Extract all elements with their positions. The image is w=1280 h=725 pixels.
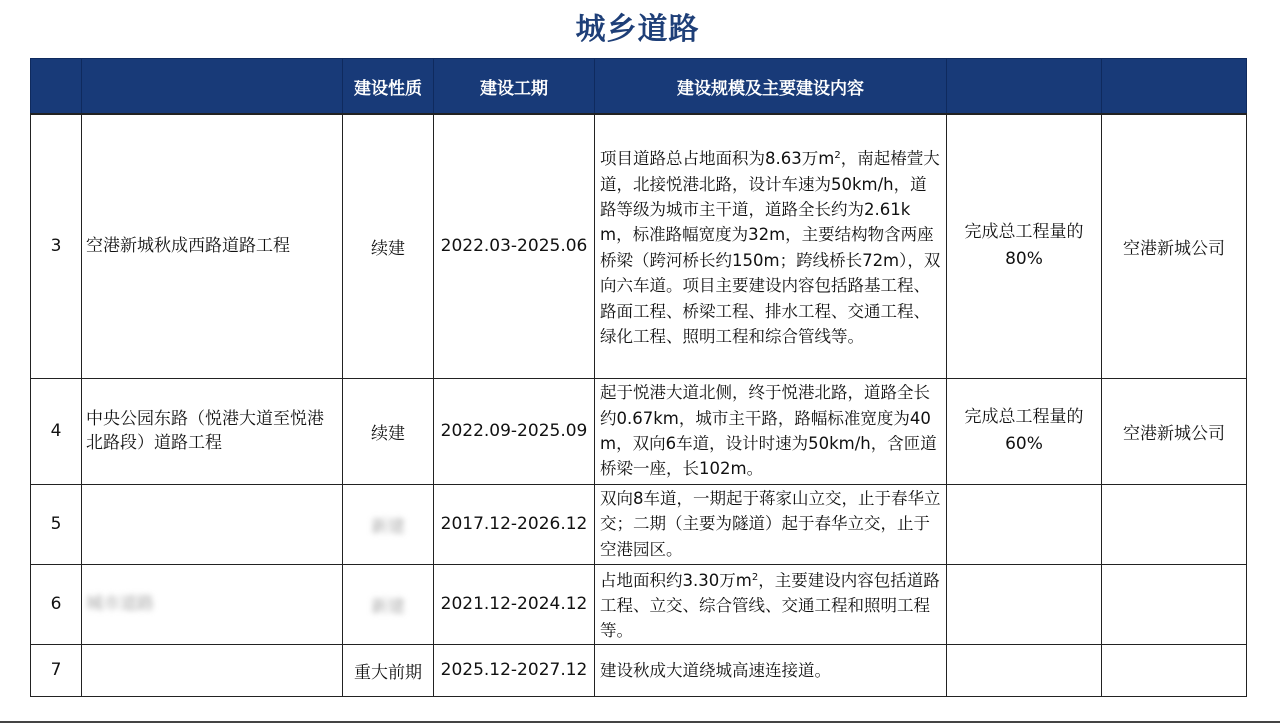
header-status bbox=[947, 59, 1102, 115]
bottom-divider bbox=[0, 721, 1280, 723]
construction-scope: 建设秋成大道绕城高速连接道。 bbox=[595, 644, 947, 696]
responsible-org-redacted bbox=[1102, 564, 1247, 644]
row-number: 7 bbox=[31, 644, 82, 696]
construction-period: 2025.12-2027.12 bbox=[434, 644, 595, 696]
project-name-redacted bbox=[82, 484, 343, 564]
header-no bbox=[31, 59, 82, 115]
row-number: 6 bbox=[31, 564, 82, 644]
project-name-redacted: 城市道路 bbox=[82, 564, 343, 644]
responsible-org: 空港新城公司 bbox=[1102, 114, 1247, 378]
progress-status: 完成总工程量的 60% bbox=[947, 378, 1102, 484]
construction-period: 2022.03-2025.06 bbox=[434, 114, 595, 378]
construction-scope: 双向8车道，一期起于蒋家山立交，止于春华立交；二期（主要为隧道）起于春华立交，止于空港园区。 bbox=[595, 484, 947, 564]
construction-type: 重大前期 bbox=[343, 644, 434, 696]
header-period: 建设工期 bbox=[434, 59, 595, 115]
construction-period: 2022.09-2025.09 bbox=[434, 378, 595, 484]
construction-scope: 起于悦港大道北侧，终于悦港北路，道路全长约0.67km，城市主干路，路幅标准宽度为40m，双向6车道，设计时速为50km/h，含匝道桥梁一座，长102m。 bbox=[595, 378, 947, 484]
progress-status-redacted bbox=[947, 564, 1102, 644]
responsible-org: 空港新城公司 bbox=[1102, 378, 1247, 484]
row-number: 5 bbox=[31, 484, 82, 564]
page-title: 城乡道路 bbox=[575, 12, 700, 47]
construction-scope: 项目道路总占地面积为8.63万$m^2$，南起椿萱大道，北接悦港北路，设计车速为50km/h，道路等级为城市主干道，道路全长约为2.61km，标准路幅宽度为32m，主要结构物含两座桥梁（跨河桥长约150m；跨线桥长72m），双向六车道。项目主要建设内容包括路基工程、路面工程、桥梁工程、排水工程、交通工程、绿化工程、照明工程和综合管线等。 bbox=[595, 114, 947, 378]
progress-status: 完成总工程量的 80% bbox=[947, 114, 1102, 378]
project-name: 空港新城秋成西路道路工程 bbox=[82, 114, 343, 378]
construction-period: 2017.12-2026.12 bbox=[434, 484, 595, 564]
table-row bbox=[31, 644, 1247, 696]
construction-scope: 占地面积约3.30万$m^2$，主要建设内容包括道路工程、立交、综合管线、交通工程和照明工程等。 bbox=[595, 564, 947, 644]
table-row bbox=[31, 484, 1247, 564]
responsible-org-redacted bbox=[1102, 484, 1247, 564]
progress-status-redacted bbox=[947, 644, 1102, 696]
construction-type: 新建 bbox=[343, 564, 434, 644]
table-header-row bbox=[31, 59, 1247, 115]
header-scope: 建设规模及主要建设内容 bbox=[595, 59, 947, 115]
progress-status-redacted bbox=[947, 484, 1102, 564]
row-number: 3 bbox=[31, 114, 82, 378]
row-number: 4 bbox=[31, 378, 82, 484]
responsible-org-redacted bbox=[1102, 644, 1247, 696]
construction-type: 续建 bbox=[343, 114, 434, 378]
header-org bbox=[1102, 59, 1247, 115]
project-name-redacted bbox=[82, 644, 343, 696]
header-name bbox=[82, 59, 343, 115]
construction-type: 新建 bbox=[343, 484, 434, 564]
table-row bbox=[31, 378, 1247, 484]
header-type: 建设性质 bbox=[343, 59, 434, 115]
table-row bbox=[31, 564, 1247, 644]
project-name: 中央公园东路（悦港大道至悦港北路段）道路工程 bbox=[82, 378, 343, 484]
table-row bbox=[31, 114, 1247, 378]
project-table bbox=[30, 58, 1247, 697]
construction-type: 续建 bbox=[343, 378, 434, 484]
construction-period: 2021.12-2024.12 bbox=[434, 564, 595, 644]
